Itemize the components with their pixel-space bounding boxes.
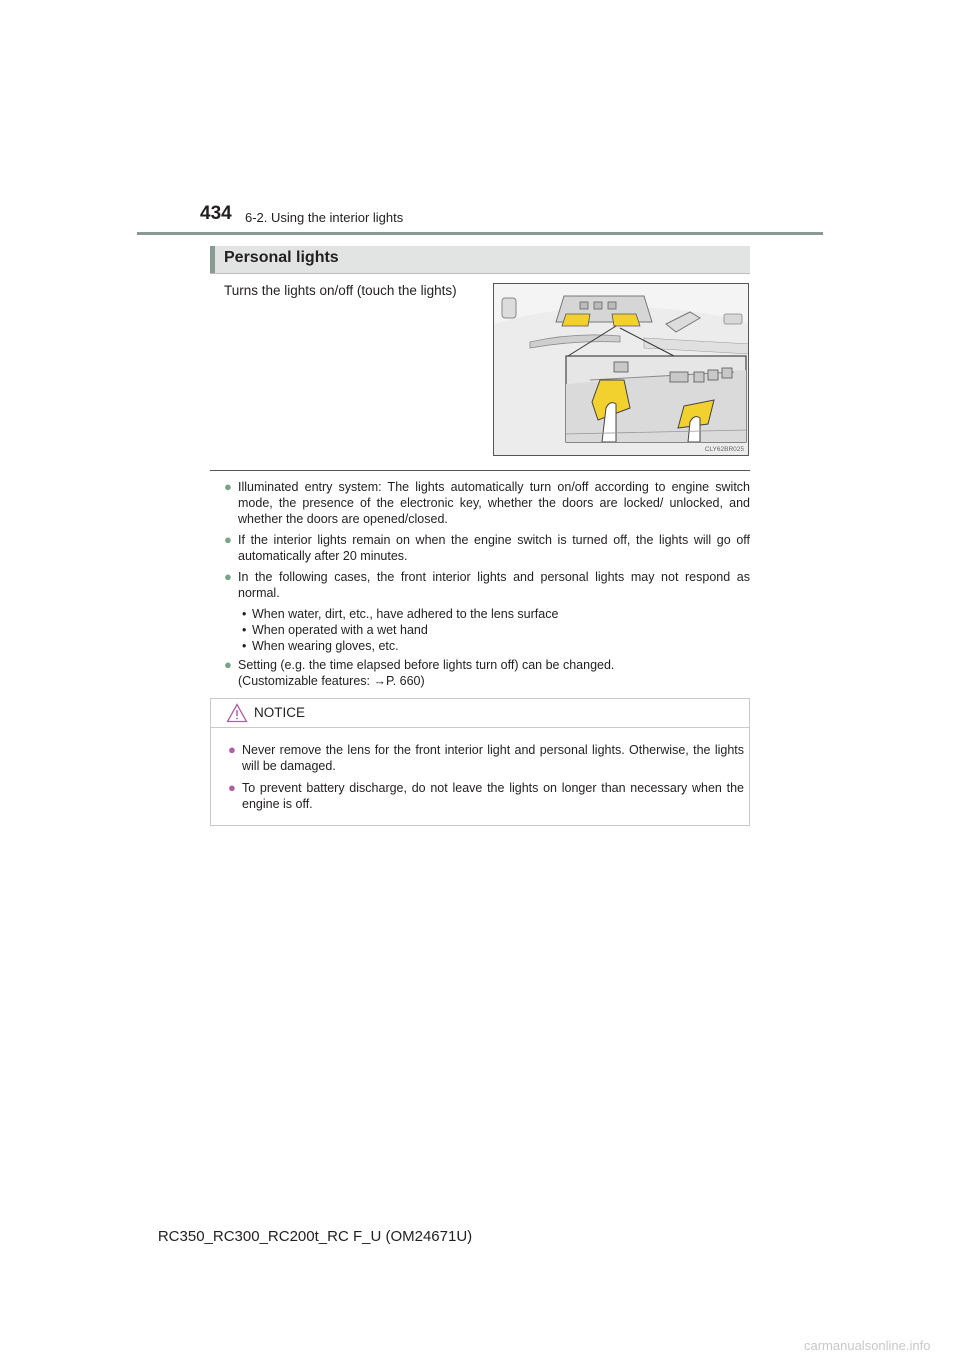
- notice-item: [228, 780, 744, 812]
- note-text: If the interior lights remain on when the engine switch is turned off, the lights will go off automatically after 20 minutes.: [238, 533, 750, 563]
- section-header: 6-2. Using the interior lights: [245, 210, 404, 225]
- sub-item: [242, 606, 558, 622]
- footer-model-code: RC350_RC300_RC200t_RC F_U (OM24671U): [157, 1228, 473, 1245]
- section-title: Personal lights: [224, 249, 339, 266]
- note-auto-off: [224, 532, 750, 564]
- note-text: [238, 657, 614, 689]
- intro-text: Turns the lights on/off (touch the lights): [224, 283, 457, 298]
- sub-item-text: When water, dirt, etc., have adhered to the lens surface: [252, 607, 559, 621]
- settings-line-1: Setting (e.g. the time elapsed before lights turn off) can be changed.: [238, 658, 615, 672]
- figure-code: CLY62BR025: [704, 446, 744, 453]
- notice-bullet-icon: ●: [228, 780, 236, 795]
- section-divider: [210, 470, 750, 471]
- header-rule: [137, 232, 823, 235]
- personal-lights-illustration: [493, 283, 749, 456]
- sub-bullet-icon: •: [242, 607, 247, 621]
- bullet-icon: ●: [224, 569, 232, 584]
- notice-label: NOTICE: [254, 705, 306, 720]
- settings-line-2: (Customizable features: →P. 660): [238, 674, 425, 688]
- page-number: 434: [200, 203, 232, 224]
- footer: [0, 1228, 960, 1245]
- notice-bullet-icon: ●: [228, 742, 236, 757]
- section-accent: [210, 246, 215, 273]
- bullet-icon: ●: [224, 479, 232, 494]
- note-text: Illuminated entry system: The lights automatically turn on/off according to engine switch mode, the presence of the electronic key, whether the doors are locked/ unlocked, and whether the doors are opened/closed.: [238, 480, 750, 526]
- note-illuminated-entry: [224, 479, 750, 527]
- sub-bullet-icon: •: [242, 639, 247, 653]
- sub-item: [242, 622, 428, 638]
- warning-triangle-icon: [226, 703, 248, 723]
- note-text: In the following cases, the front interior lights and personal lights may not respond as normal.: [238, 570, 750, 600]
- bullet-icon: ●: [224, 532, 232, 547]
- notice-text: Never remove the lens for the front interior light and personal lights. Otherwise, the lights will be damaged.: [242, 743, 744, 773]
- note-settings: [224, 657, 750, 689]
- notice-item: [228, 742, 744, 774]
- notice-box: [210, 698, 750, 826]
- sub-item-text: When wearing gloves, etc.: [252, 639, 399, 653]
- notice-header: [211, 699, 749, 728]
- bullet-icon: ●: [224, 657, 232, 672]
- sub-bullet-icon: •: [242, 623, 247, 637]
- sub-item-text: When operated with a wet hand: [252, 623, 428, 637]
- watermark: carmanualsonline.info: [804, 1338, 931, 1353]
- sub-item: [242, 638, 399, 654]
- section-title-bar: [210, 246, 750, 274]
- note-may-not-respond: [224, 569, 750, 601]
- notice-text: To prevent battery discharge, do not leave the lights on longer than necessary when the engine is off.: [242, 781, 744, 811]
